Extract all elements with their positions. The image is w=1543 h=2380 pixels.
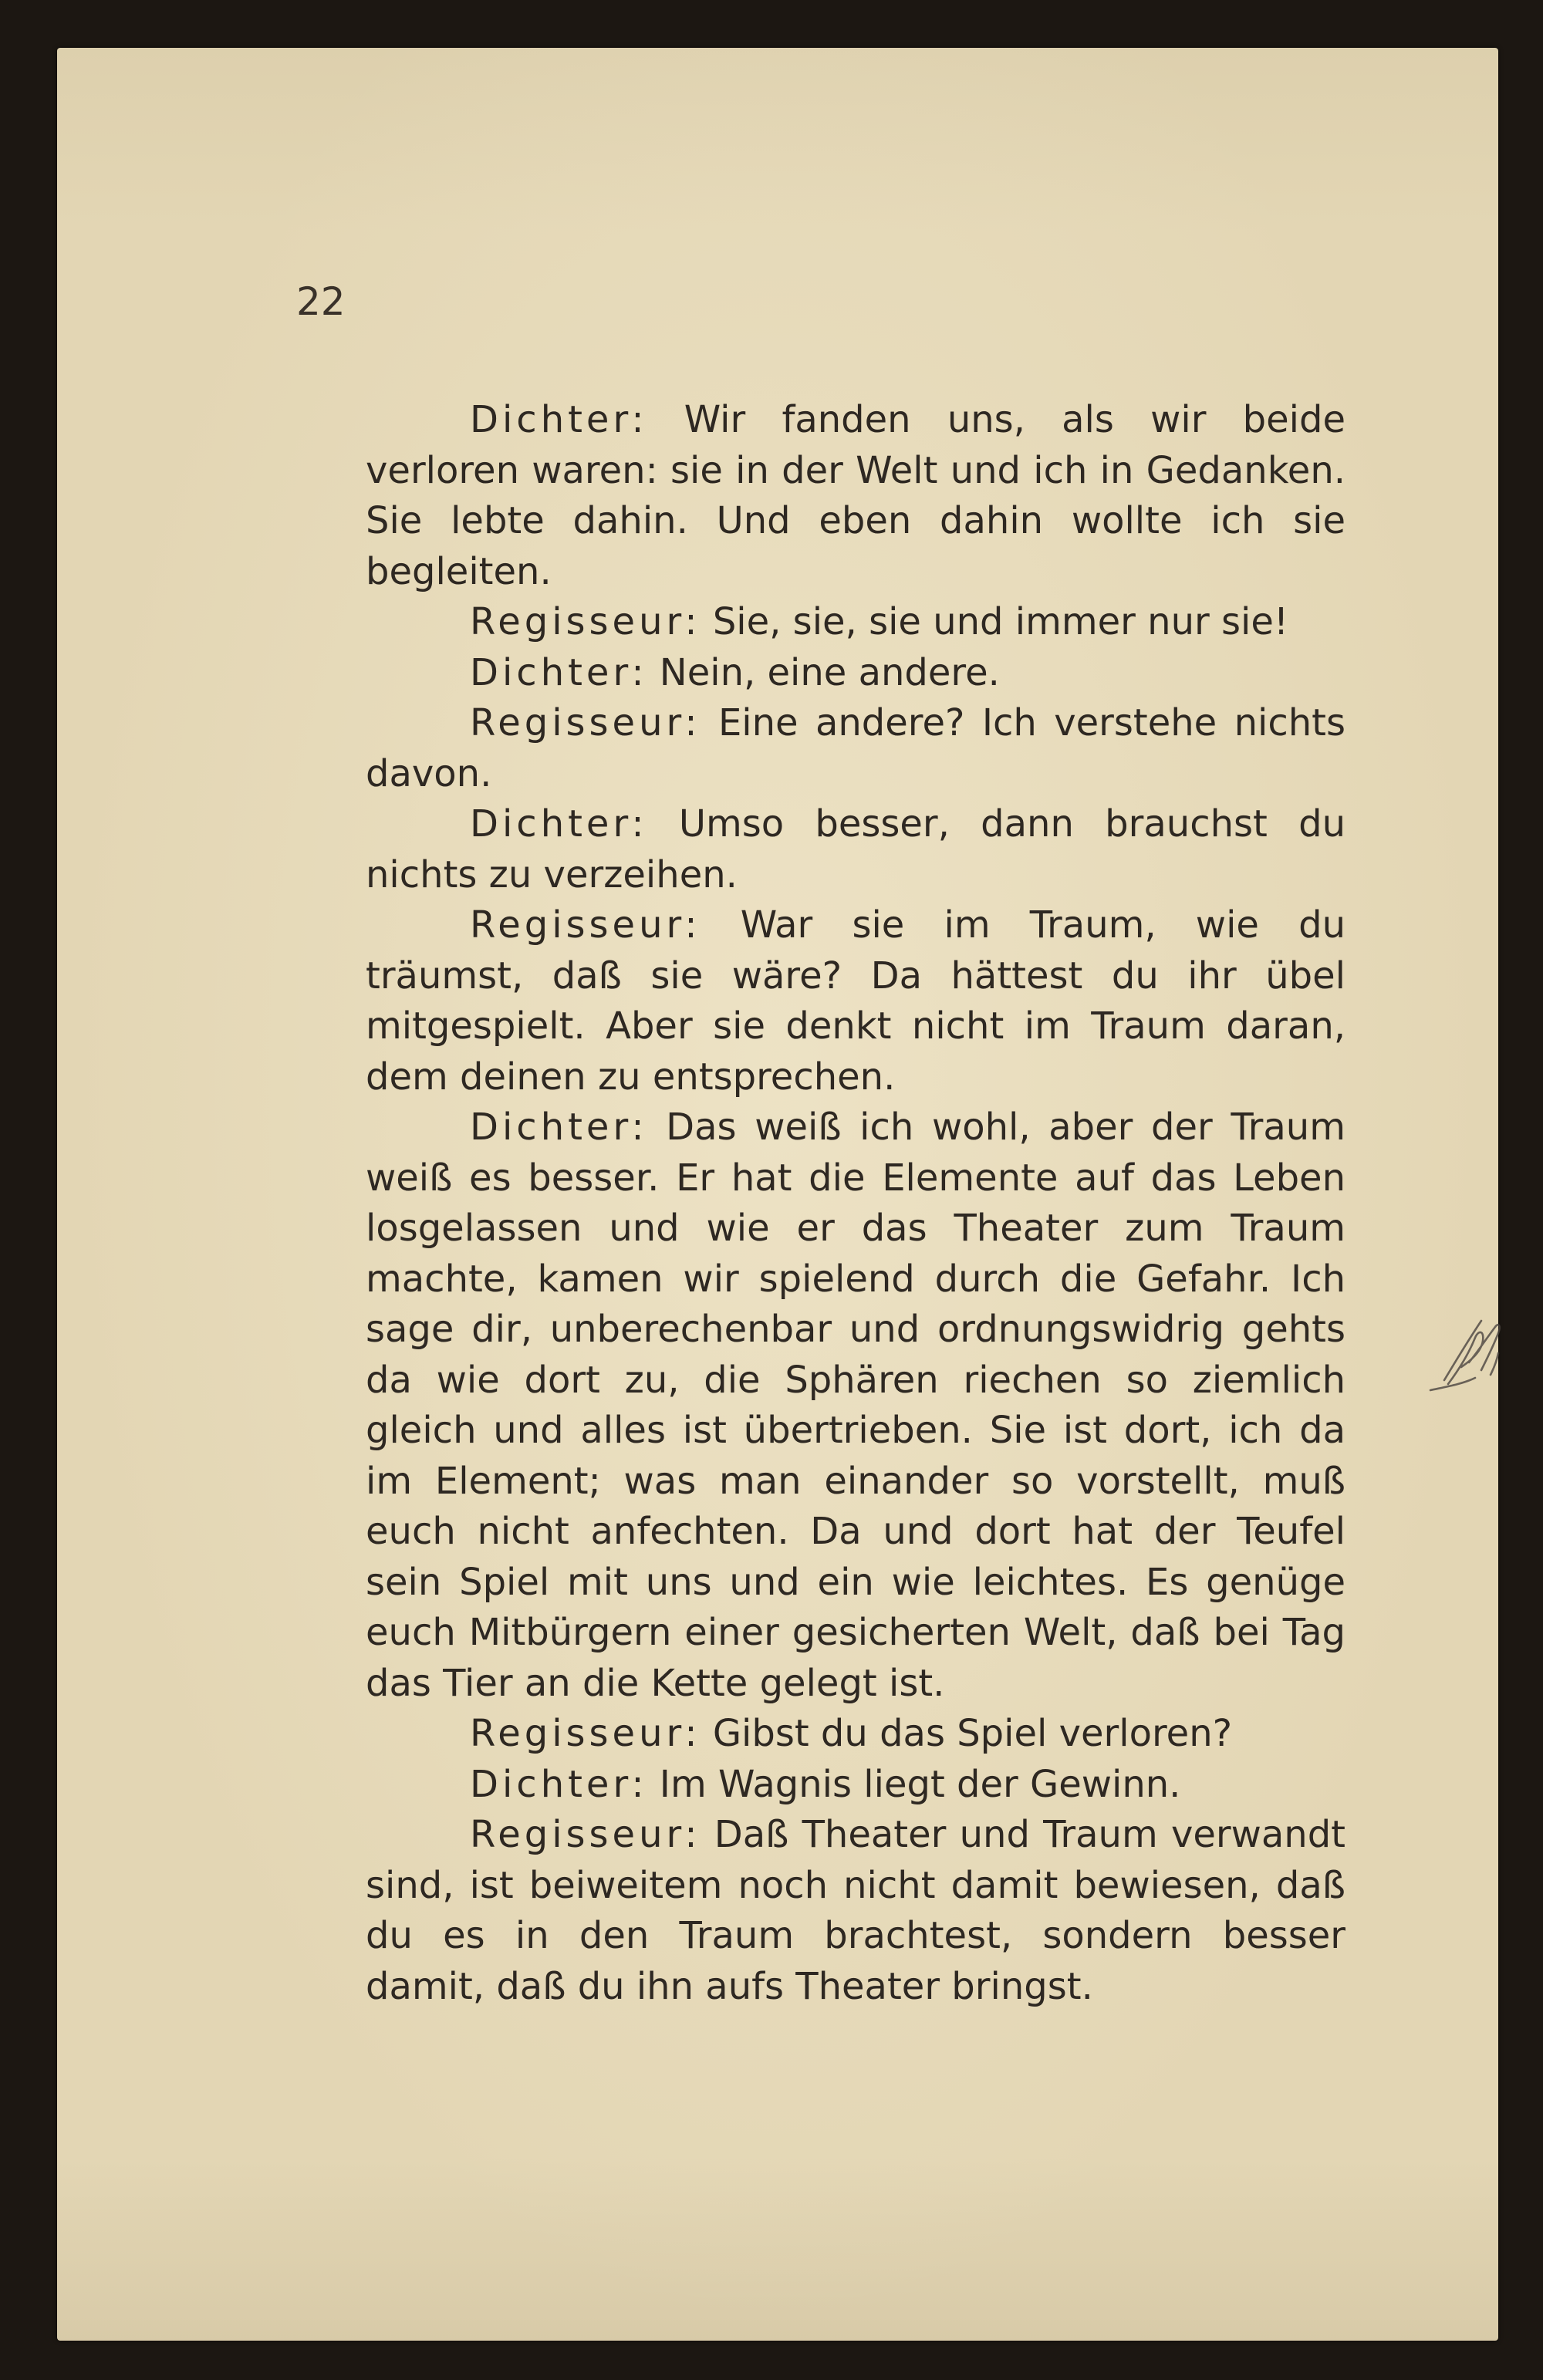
- dialogue-paragraph: [366, 597, 1345, 648]
- dialogue-paragraph: [366, 395, 1345, 597]
- speaker-name: Dichter:: [470, 650, 648, 694]
- speech-text: Daß Theater und Traum verwandt sind, ist beiweitem noch nicht damit bewiesen, daß du es in den Traum brachtest, sondern besser damit, daß du ihn aufs Theater bringst.: [366, 1813, 1345, 2008]
- speech-text: Im Wagnis liegt der Gewinn.: [659, 1762, 1181, 1806]
- speaker-name: Dichter:: [470, 398, 648, 441]
- dialogue-text: [366, 395, 1345, 2012]
- speech-text: Das weiß ich wohl, aber der Traum weiß es besser. Er hat die Elemente auf das Leben losgelassen und wie er das Theater zum Traum machte, kamen wir spielend durch die Gefahr. Ich sage dir, unberechenbar und ordnungswidrig gehts da wie dort zu, die Sphären riechen so ziemlich gleich und alles ist übertrieben. Sie ist dort, ich da im Element; was man einander so vorstellt, muß euch nicht anfechten. Da und dort hat der Teufel sein Spiel mit uns und ein wie leichtes. Es genüge euch Mitbürgern einer gesicherten Welt, daß bei Tag das Tier an die Kette gelegt ist.: [366, 1106, 1345, 1705]
- speaker-name: Dichter:: [470, 802, 648, 846]
- speaker-name: Dichter:: [470, 1106, 648, 1149]
- handwritten-pencil-initials-icon: [1421, 1307, 1514, 1407]
- speaker-name: Regisseur:: [470, 600, 701, 643]
- speaker-name: Regisseur:: [470, 701, 701, 744]
- dialogue-paragraph: [366, 698, 1345, 799]
- speaker-name: Regisseur:: [470, 1813, 701, 1856]
- dialogue-paragraph: [366, 1810, 1345, 2012]
- dialogue-paragraph: [366, 900, 1345, 1102]
- speaker-name: Regisseur:: [470, 903, 701, 947]
- page-number: 22: [296, 279, 346, 324]
- speech-text: Umso besser, dann brauchst du nichts zu verzeihen.: [366, 802, 1345, 896]
- speech-text: Gibst du das Spiel verloren?: [712, 1712, 1233, 1755]
- dialogue-paragraph: [366, 799, 1345, 900]
- speaker-name: Regisseur:: [470, 1712, 701, 1755]
- speech-text: Eine andere? Ich verstehe nichts davon.: [366, 701, 1345, 795]
- dialogue-paragraph: [366, 1760, 1345, 1811]
- speech-text: Nein, eine andere.: [659, 650, 1000, 694]
- book-page: [57, 48, 1498, 2341]
- speaker-name: Dichter:: [470, 1762, 648, 1806]
- speech-text: Wir fanden uns, als wir beide verloren waren: sie in der Welt und ich in Gedanken. Sie lebte dahin. Und eben dahin wollte ich sie begleiten.: [366, 398, 1345, 593]
- dialogue-paragraph: [366, 1709, 1345, 1760]
- speech-text: Sie, sie, sie und immer nur sie!: [712, 600, 1289, 643]
- dialogue-paragraph: [366, 648, 1345, 699]
- dialogue-paragraph: [366, 1102, 1345, 1709]
- speech-text: War sie im Traum, wie du träumst, daß sie wäre? Da hättest du ihr übel mitgespielt. Aber sie denkt nicht im Traum daran, dem deinen zu entsprechen.: [366, 903, 1345, 1099]
